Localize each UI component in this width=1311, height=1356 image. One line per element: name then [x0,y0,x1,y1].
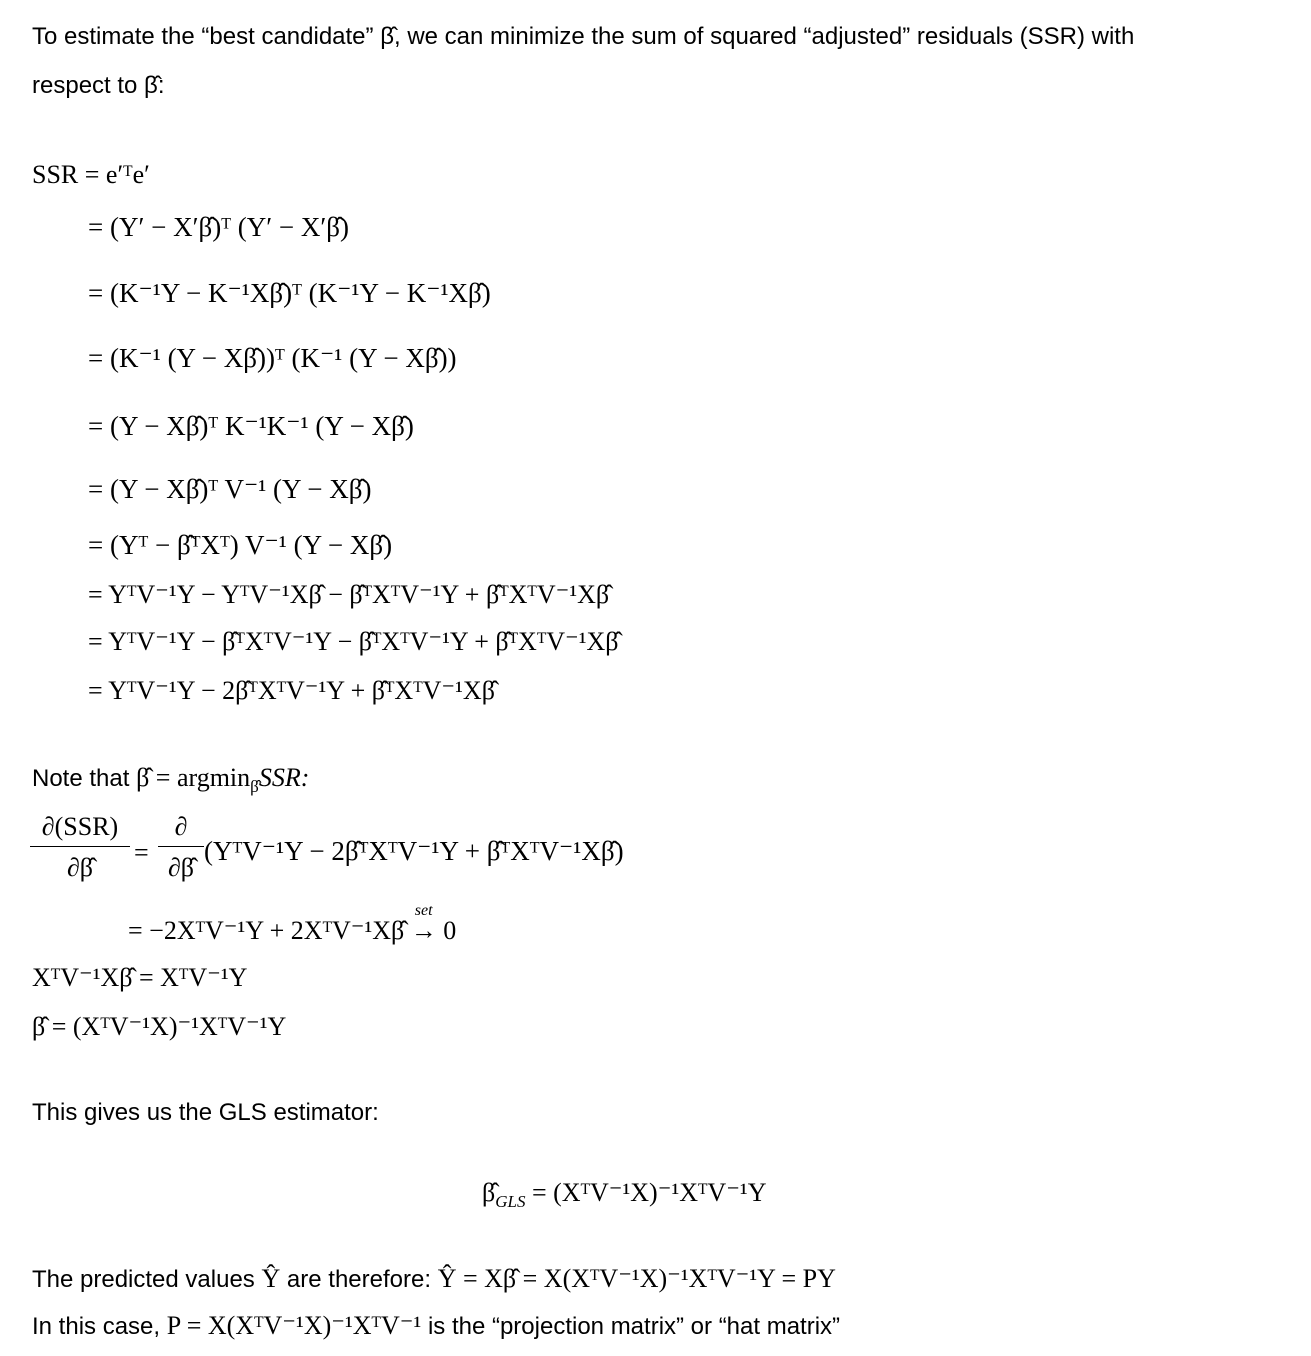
gls-text: This gives us the GLS estimator: [32,1099,379,1126]
projection-prefix: In this case, [32,1313,161,1340]
predicted-formula: Ŷ = Xβ̂ = X(XᵀV⁻¹X)⁻¹XᵀV⁻¹Y = PY [437,1264,836,1293]
derivation-step: = YᵀV⁻¹Y − 2β̂ᵀXᵀV⁻¹Y + β̂ᵀXᵀV⁻¹Xβ̂ [88,676,495,705]
set-zero: 0 [443,916,457,945]
derivative-rhs: (YᵀV⁻¹Y − 2β̂ᵀXᵀV⁻¹Y + β̂ᵀXᵀV⁻¹Xβ̂) [204,836,624,866]
derivation-step: = (Y′ − X′β̂)ᵀ (Y′ − X′β̂) [88,212,350,242]
projection-formula: P = X(XᵀV⁻¹X)⁻¹XᵀV⁻¹ [166,1311,422,1340]
derivative-eq: = [134,838,149,867]
note-line [32,762,309,803]
gls-beta: β̂ [482,1178,496,1207]
beta-solution: β̂ = (XᵀV⁻¹X)⁻¹XᵀV⁻¹Y [32,1012,287,1041]
predicted-line [32,1263,836,1296]
derivation-step: = YᵀV⁻¹Y − β̂ᵀXᵀV⁻¹Y − β̂ᵀXᵀV⁻¹Y + β̂ᵀXᵀV⁻¹Xβ̂ [88,627,619,656]
derivation-step: = (Yᵀ − β̂ᵀXᵀ) V⁻¹ (Y − Xβ̂) [88,530,393,560]
gls-formula [482,1176,767,1219]
projection-line [32,1310,840,1343]
gls-subscript: GLS [495,1192,526,1212]
partial-ssr-fraction [30,812,130,883]
derivative-gradient: = −2XᵀV⁻¹Y + 2XᵀV⁻¹Xβ̂ [128,916,405,945]
fraction-numerator: ∂(SSR) [30,812,130,847]
intro-line-1: To estimate the “best candidate” β̂, we can minimize the sum of squared “adjusted” residuals (SSR) with [32,23,1135,50]
normal-equation: XᵀV⁻¹Xβ̂ = XᵀV⁻¹Y [32,963,248,992]
note-prefix: Note that [32,765,130,792]
derivation-step: = (K⁻¹ (Y − Xβ̂))ᵀ (K⁻¹ (Y − Xβ̂)) [88,343,457,373]
derivative-line-2 [128,902,457,948]
note-subscript: β̂ [250,776,259,796]
set-arrow: → [410,916,437,945]
projection-suffix: is the “projection matrix” or “hat matrix” [427,1313,841,1340]
intro-line-2: respect to β̂: [32,72,165,99]
derivation-step: SSR = e′ᵀe′ [32,160,150,189]
note-formula: β̂ = argmin [136,763,251,792]
derivation-step: = (K⁻¹Y − K⁻¹Xβ̂)ᵀ (K⁻¹Y − K⁻¹Xβ̂) [88,278,491,308]
gls-rhs: = (XᵀV⁻¹X)⁻¹XᵀV⁻¹Y [531,1178,767,1207]
fraction-denominator: ∂β̂ [167,853,195,882]
predicted-prefix: The predicted values [32,1266,255,1293]
derivation-step: = YᵀV⁻¹Y − YᵀV⁻¹Xβ̂ − β̂ᵀXᵀV⁻¹Y + β̂ᵀXᵀV⁻¹Xβ̂ [88,580,610,609]
derivation-step: = (Y − Xβ̂)ᵀ V⁻¹ (Y − Xβ̂) [88,474,372,504]
derivation-step: = (Y − Xβ̂)ᵀ K⁻¹K⁻¹ (Y − Xβ̂) [88,411,414,441]
predicted-middle: are therefore: [286,1266,432,1293]
set-label: set [414,902,433,919]
fraction-numerator: ∂ [158,812,204,847]
fraction-denominator: ∂β̂ [66,853,94,882]
note-suffix: SSR: [258,763,310,792]
partial-operator-fraction [158,812,204,883]
predicted-symbol: Ŷ [261,1264,281,1293]
